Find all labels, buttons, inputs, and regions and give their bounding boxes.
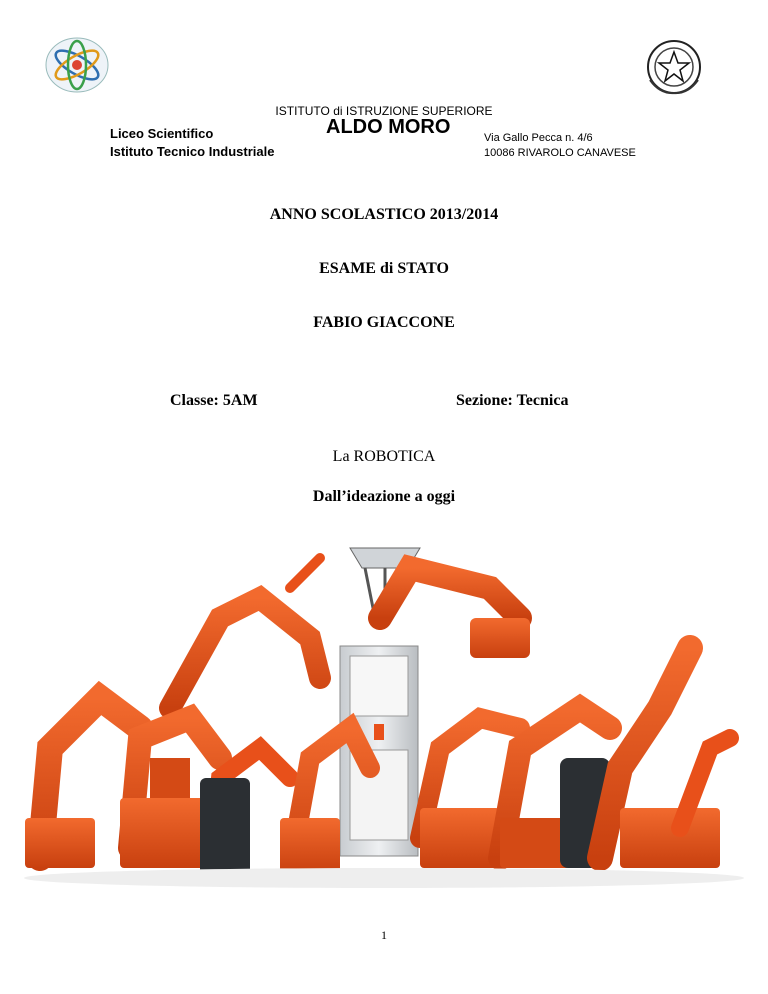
class-label: Classe: 5AM bbox=[170, 392, 258, 409]
school-atom-logo-icon bbox=[44, 36, 110, 94]
branch-liceo: Liceo Scientifico bbox=[110, 126, 214, 141]
section-label: Sezione: Tecnica bbox=[456, 392, 569, 409]
institute-type: ISTITUTO di ISTRUZIONE SUPERIORE bbox=[275, 104, 493, 118]
address-street: Via Gallo Pecca n. 4/6 bbox=[484, 132, 593, 144]
exam-title: ESAME di STATO bbox=[319, 260, 449, 277]
topic-title: La ROBOTICA bbox=[332, 448, 436, 465]
topic-subtitle: Dall’ideazione a oggi bbox=[312, 488, 456, 505]
page-number: 1 bbox=[381, 928, 387, 942]
student-name: FABIO GIACCONE bbox=[313, 314, 455, 331]
industrial-robots-image bbox=[20, 528, 748, 908]
address-city: 10086 RIVAROLO CANAVESE bbox=[484, 147, 636, 159]
school-name: ALDO MORO bbox=[326, 116, 451, 138]
school-year: ANNO SCOLASTICO 2013/2014 bbox=[269, 206, 499, 223]
italian-republic-emblem-icon bbox=[640, 36, 708, 98]
branch-itis: Istituto Tecnico Industriale bbox=[110, 144, 275, 159]
